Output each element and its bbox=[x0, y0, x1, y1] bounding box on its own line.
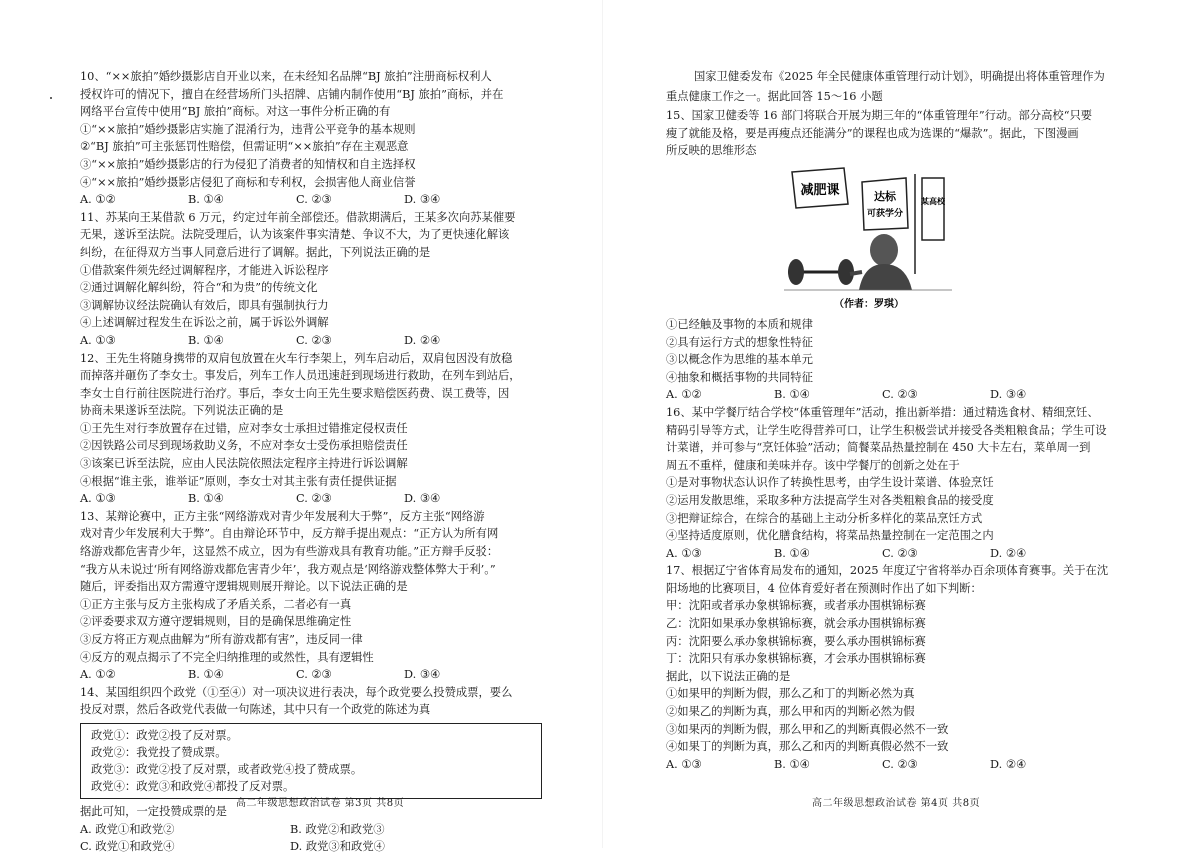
option-d: D. ②④ bbox=[404, 333, 441, 347]
statement-item: ①如果甲的判断为假，那么乙和丁的判断必然为真 bbox=[666, 687, 915, 701]
question-stem-line: 戏对青少年发展利大于弊”。自由辩论环节中，反方辩手提出观点：“正方认为所有网 bbox=[80, 527, 499, 541]
question-stem-line: 瘦了就能及格，要是再瘦点还能满分”的课程也成为选课的“爆款”。据此，下图漫画 bbox=[666, 126, 1079, 140]
cartoon-caption: （作者：罗琪） bbox=[834, 298, 904, 310]
question-prompt: 据此可知，一定投赞成票的是 bbox=[80, 804, 227, 818]
option-a: A. ①③ bbox=[80, 492, 116, 506]
statement-item: ③把辩证综合，在综合的基础上主动分析多样化的菜品烹饪方式 bbox=[666, 511, 983, 525]
left-page-column bbox=[80, 68, 550, 856]
question-16 bbox=[666, 404, 1136, 562]
option-a: A. ①③ bbox=[80, 333, 116, 347]
statement-item: ④根据“谁主张，谁举证”原则，李女士对其主张有责任提供证据 bbox=[80, 474, 397, 488]
statement-item: ②如果乙的判断为真，那么甲和丙的判断必然为假 bbox=[666, 705, 915, 719]
statement-item: ①王先生对行李放置存在过错，应对李女士承担过错推定侵权责任 bbox=[80, 421, 408, 435]
cartoon-sign-mid-1: 达标 bbox=[874, 189, 896, 203]
answer-options bbox=[80, 490, 550, 508]
statement-item: ④反方的观点揭示了不完全归纳推理的或然性，具有逻辑性 bbox=[80, 650, 374, 664]
question-stem-line: 授权许可的情况下，擅自在经营场所门头招牌、店铺内制作使用“BJ 旅拍”商标，并在 bbox=[80, 87, 504, 101]
option-c: C. 政党①和政党④ bbox=[80, 840, 175, 854]
option-d: D. ②④ bbox=[990, 757, 1027, 771]
statement-item: ③该案已诉至法院，应由人民法院依照法定程序主持进行诉讼调解 bbox=[80, 457, 408, 471]
question-13 bbox=[80, 508, 550, 684]
question-stem-line: 周五不重样，健康和美味并存。该中学餐厅的创新之处在于 bbox=[666, 458, 960, 472]
cartoon-sign-left: 减肥课 bbox=[800, 182, 840, 198]
judgement-line: 丁：沈阳只有承办象棋锦标赛，才会承办围棋锦标赛 bbox=[666, 652, 926, 666]
judgement-line: 乙：沈阳如果承办象棋锦标赛，就会承办围棋锦标赛 bbox=[666, 617, 926, 631]
question-stem-line: 阳场地的比赛项目，4 位体育爱好者在预测时作出了如下判断： bbox=[666, 581, 982, 595]
answer-options bbox=[666, 756, 1136, 774]
cartoon-sign-mid-2: 可获学分 bbox=[866, 208, 904, 219]
page-fold-line bbox=[602, 0, 603, 848]
statement-item: ①已经触及事物的本质和规律 bbox=[666, 317, 813, 331]
statement-item: ①是对事物状态认识作了转换性思考，由学生设计菜谱、体验烹饪 bbox=[666, 476, 994, 490]
answer-options bbox=[80, 838, 550, 856]
option-b: B. ①④ bbox=[188, 668, 224, 682]
question-stem-line: “我方从未说过‘所有网络游戏都危害青少年’，我方观点是‘网络游戏整体弊大于利’。” bbox=[80, 562, 496, 576]
question-stem-line: 络游戏都危害青少年，这显然不成立，因为有些游戏具有教育功能。”正方辩手反驳： bbox=[80, 545, 499, 559]
question-stem-line: 11、苏某向王某借款 6 万元，约定过年前全部偿还。借款期满后，王某多次向苏某催要 bbox=[80, 210, 516, 224]
scan-speck bbox=[50, 97, 52, 99]
statement-item: ②评委要求双方遵守逻辑规则，目的是确保思维确定性 bbox=[80, 615, 352, 629]
statement-item: ①“××旅拍”婚纱摄影店实施了混淆行为，违背公平竞争的基本规则 bbox=[80, 122, 416, 136]
option-c: C. ②③ bbox=[882, 757, 918, 771]
question-12 bbox=[80, 350, 550, 508]
question-stem-line: 10、“××旅拍”婚纱摄影店自开业以来，在未经知名品牌“BJ 旅拍”注册商标权利人 bbox=[80, 70, 492, 83]
cartoon-sign-right: 某高校 bbox=[921, 196, 945, 206]
question-14 bbox=[80, 684, 550, 856]
option-b: B. ①④ bbox=[188, 333, 224, 347]
statement-item: ④如果丁的判断为真，那么乙和丙的判断真假必然不一致 bbox=[666, 740, 949, 754]
statement-item: ①正方主张与反方主张构成了矛盾关系，二者必有一真 bbox=[80, 597, 352, 611]
option-b: B. ①④ bbox=[188, 492, 224, 506]
answer-options bbox=[666, 545, 1136, 563]
question-stem-line: 李女士自行前往医院进行治疗。事后，李女士向王先生要求赔偿医药费、误工费等，因 bbox=[80, 386, 510, 400]
statement-item: ②因铁路公司尽到现场救助义务，不应对李女士受伤承担赔偿责任 bbox=[80, 439, 408, 453]
cartoon-drawing bbox=[784, 164, 954, 314]
question-stem-line: 而掉落并砸伤了李女士。事发后，列车工作人员迅速赶到现场进行救助，在列车到站后， bbox=[80, 369, 521, 383]
statement-item: ④上述调解过程发生在诉讼之前，属于诉讼外调解 bbox=[80, 316, 329, 330]
question-stem-line: 纠纷，在征得双方当事人同意后进行了调解。据此，下列说法正确的是 bbox=[80, 245, 431, 259]
question-stem-line: 无果，遂诉至法院。法院受理后，认为该案件事实清楚、争议不大，为了更快速化解该 bbox=[80, 228, 510, 242]
question-10 bbox=[80, 68, 550, 209]
question-stem-line: 协商未果遂诉至法院。下列说法正确的是 bbox=[80, 404, 284, 418]
option-c: C. ②③ bbox=[882, 546, 918, 560]
answer-options bbox=[80, 666, 550, 684]
party-statement: 政党①：政党②投了反对票。 bbox=[91, 728, 238, 742]
option-d: D. ③④ bbox=[404, 668, 441, 682]
option-d: D. 政党③和政党④ bbox=[290, 840, 385, 854]
answer-options bbox=[80, 191, 550, 209]
option-c: C. ②③ bbox=[296, 333, 332, 347]
question-stem-line: 所反映的思维形态 bbox=[666, 144, 757, 158]
party-statement: 政党④：政党③和政党④都投了反对票。 bbox=[91, 779, 295, 793]
judgement-line: 甲：沈阳或者承办象棋锦标赛，或者承办围棋锦标赛 bbox=[666, 599, 926, 613]
option-b: B. 政党②和政党③ bbox=[290, 822, 385, 836]
statement-item: ③反方将正方观点曲解为“所有游戏都有害”，违反同一律 bbox=[80, 633, 363, 646]
option-c: C. ②③ bbox=[296, 668, 332, 682]
option-a: A. ①② bbox=[80, 193, 116, 207]
question-prompt: 据此，以下说法正确的是 bbox=[666, 669, 791, 683]
question-stem-line: 13、某辩论赛中，正方主张“网络游戏对青少年发展利大于弊”，反方主张“网络游 bbox=[80, 509, 485, 523]
option-b: B. ①④ bbox=[774, 546, 810, 560]
right-page-column bbox=[666, 68, 1136, 773]
section-intro-line: 国家卫健委发布《2025 年全民健康体重管理行动计划》，明确提出将体重管理作为 bbox=[694, 70, 1105, 83]
option-d: D. ③④ bbox=[404, 193, 441, 207]
option-a: A. ①② bbox=[666, 388, 702, 402]
question-stem-line: 投反对票，然后各政党代表做一句陈述，其中只有一个政党的陈述为真 bbox=[80, 703, 431, 717]
cartoon-illustration bbox=[784, 164, 954, 314]
answer-options bbox=[80, 821, 550, 839]
statement-item: ②运用发散思维，采取多种方法提高学生对各类粗粮食品的接受度 bbox=[666, 493, 994, 507]
option-d: D. ②④ bbox=[990, 546, 1027, 560]
answer-options bbox=[666, 386, 1136, 404]
statement-item: ③“××旅拍”婚纱摄影店的行为侵犯了消费者的知情权和自主选择权 bbox=[80, 157, 416, 171]
page-footer-left: 高二年级思想政治试卷 第3页 共8页 bbox=[236, 798, 405, 809]
statement-item: ②“BJ 旅拍”可主张惩罚性赔偿，但需证明“××旅拍”存在主观恶意 bbox=[80, 140, 409, 154]
question-stem-line: 网络平台宣传中使用“BJ 旅拍”商标。对这一事件分析正确的有 bbox=[80, 105, 391, 119]
question-stem-line: 14、某国组织四个政党（①至④）对一项决议进行表决，每个政党要么投赞成票，要么 bbox=[80, 685, 513, 699]
section-intro-line: 重点健康工作之一。据此回答 15～16 小题 bbox=[666, 89, 883, 103]
statement-box bbox=[80, 723, 542, 799]
option-a: A. ①③ bbox=[666, 546, 702, 560]
statement-item: ③以概念作为思维的基本单元 bbox=[666, 353, 813, 367]
question-stem-line: 15、国家卫健委等 16 部门将联合开展为期三年的“体重管理年”行动。部分高校“只要 bbox=[666, 109, 1093, 123]
question-stem-line: 计菜谱，并可参与“烹饪体验”活动；简餐菜品热量控制在 450 大卡左右，菜单周一到 bbox=[666, 441, 1091, 455]
party-statement: 政党②：我党投了赞成票。 bbox=[91, 745, 227, 759]
option-c: C. ②③ bbox=[296, 193, 332, 207]
statement-item: ②通过调解化解纠纷，符合“和为贵”的传统文化 bbox=[80, 281, 318, 295]
statement-item: ③调解协议经法院确认有效后，即具有强制执行力 bbox=[80, 298, 329, 312]
statement-item: ④坚持适度原则，优化膳食结构，将菜品热量控制在一定范围之内 bbox=[666, 529, 994, 543]
option-b: B. ①④ bbox=[774, 388, 810, 402]
question-stem-line: 17、根据辽宁省体育局发布的通知，2025 年度辽宁省将举办百余项体育赛事。关于在沈 bbox=[666, 564, 1109, 578]
question-stem-line: 16、某中学餐厅结合学校“体重管理年”活动，推出新举措：通过精选食材、精细烹饪、 bbox=[666, 405, 1099, 419]
option-b: B. ①④ bbox=[188, 193, 224, 207]
question-17 bbox=[666, 562, 1136, 773]
statement-item: ②具有运行方式的想象性特征 bbox=[666, 335, 813, 349]
option-a: A. 政党①和政党② bbox=[80, 822, 175, 836]
page-footer-right: 高二年级思想政治试卷 第4页 共8页 bbox=[812, 798, 981, 809]
question-11 bbox=[80, 209, 550, 350]
statement-item: ④“××旅拍”婚纱摄影店侵犯了商标和专利权，会损害他人商业信誉 bbox=[80, 175, 416, 189]
statement-item: ③如果丙的判断为假，那么甲和乙的判断真假必然不一致 bbox=[666, 722, 949, 736]
answer-options bbox=[80, 332, 550, 350]
option-d: D. ③④ bbox=[990, 388, 1027, 402]
question-stem-line: 12、王先生将随身携带的双肩包放置在火车行李架上，列车启动后，双肩包因没有放稳 bbox=[80, 351, 513, 365]
question-15 bbox=[666, 107, 1136, 404]
option-a: A. ①③ bbox=[666, 757, 702, 771]
option-d: D. ③④ bbox=[404, 492, 441, 506]
option-a: A. ①② bbox=[80, 668, 116, 682]
option-b: B. ①④ bbox=[774, 757, 810, 771]
question-stem-line: 精码引导等方式，让学生吃得营养可口，让学生积极尝试并接受各类粗粮食品；学生可设 bbox=[666, 423, 1107, 437]
judgement-line: 丙：沈阳要么承办象棋锦标赛，要么承办围棋锦标赛 bbox=[666, 634, 926, 648]
option-c: C. ②③ bbox=[882, 388, 918, 402]
statement-item: ①借款案件须先经过调解程序，才能进入诉讼程序 bbox=[80, 263, 329, 277]
option-c: C. ②③ bbox=[296, 492, 332, 506]
statement-item: ④抽象和概括事物的共同特征 bbox=[666, 370, 813, 384]
party-statement: 政党③：政党②投了反对票，或者政党④投了赞成票。 bbox=[91, 762, 363, 776]
question-stem-line: 随后，评委指出双方需遵守逻辑规则展开辩论。以下说法正确的是 bbox=[80, 580, 408, 594]
